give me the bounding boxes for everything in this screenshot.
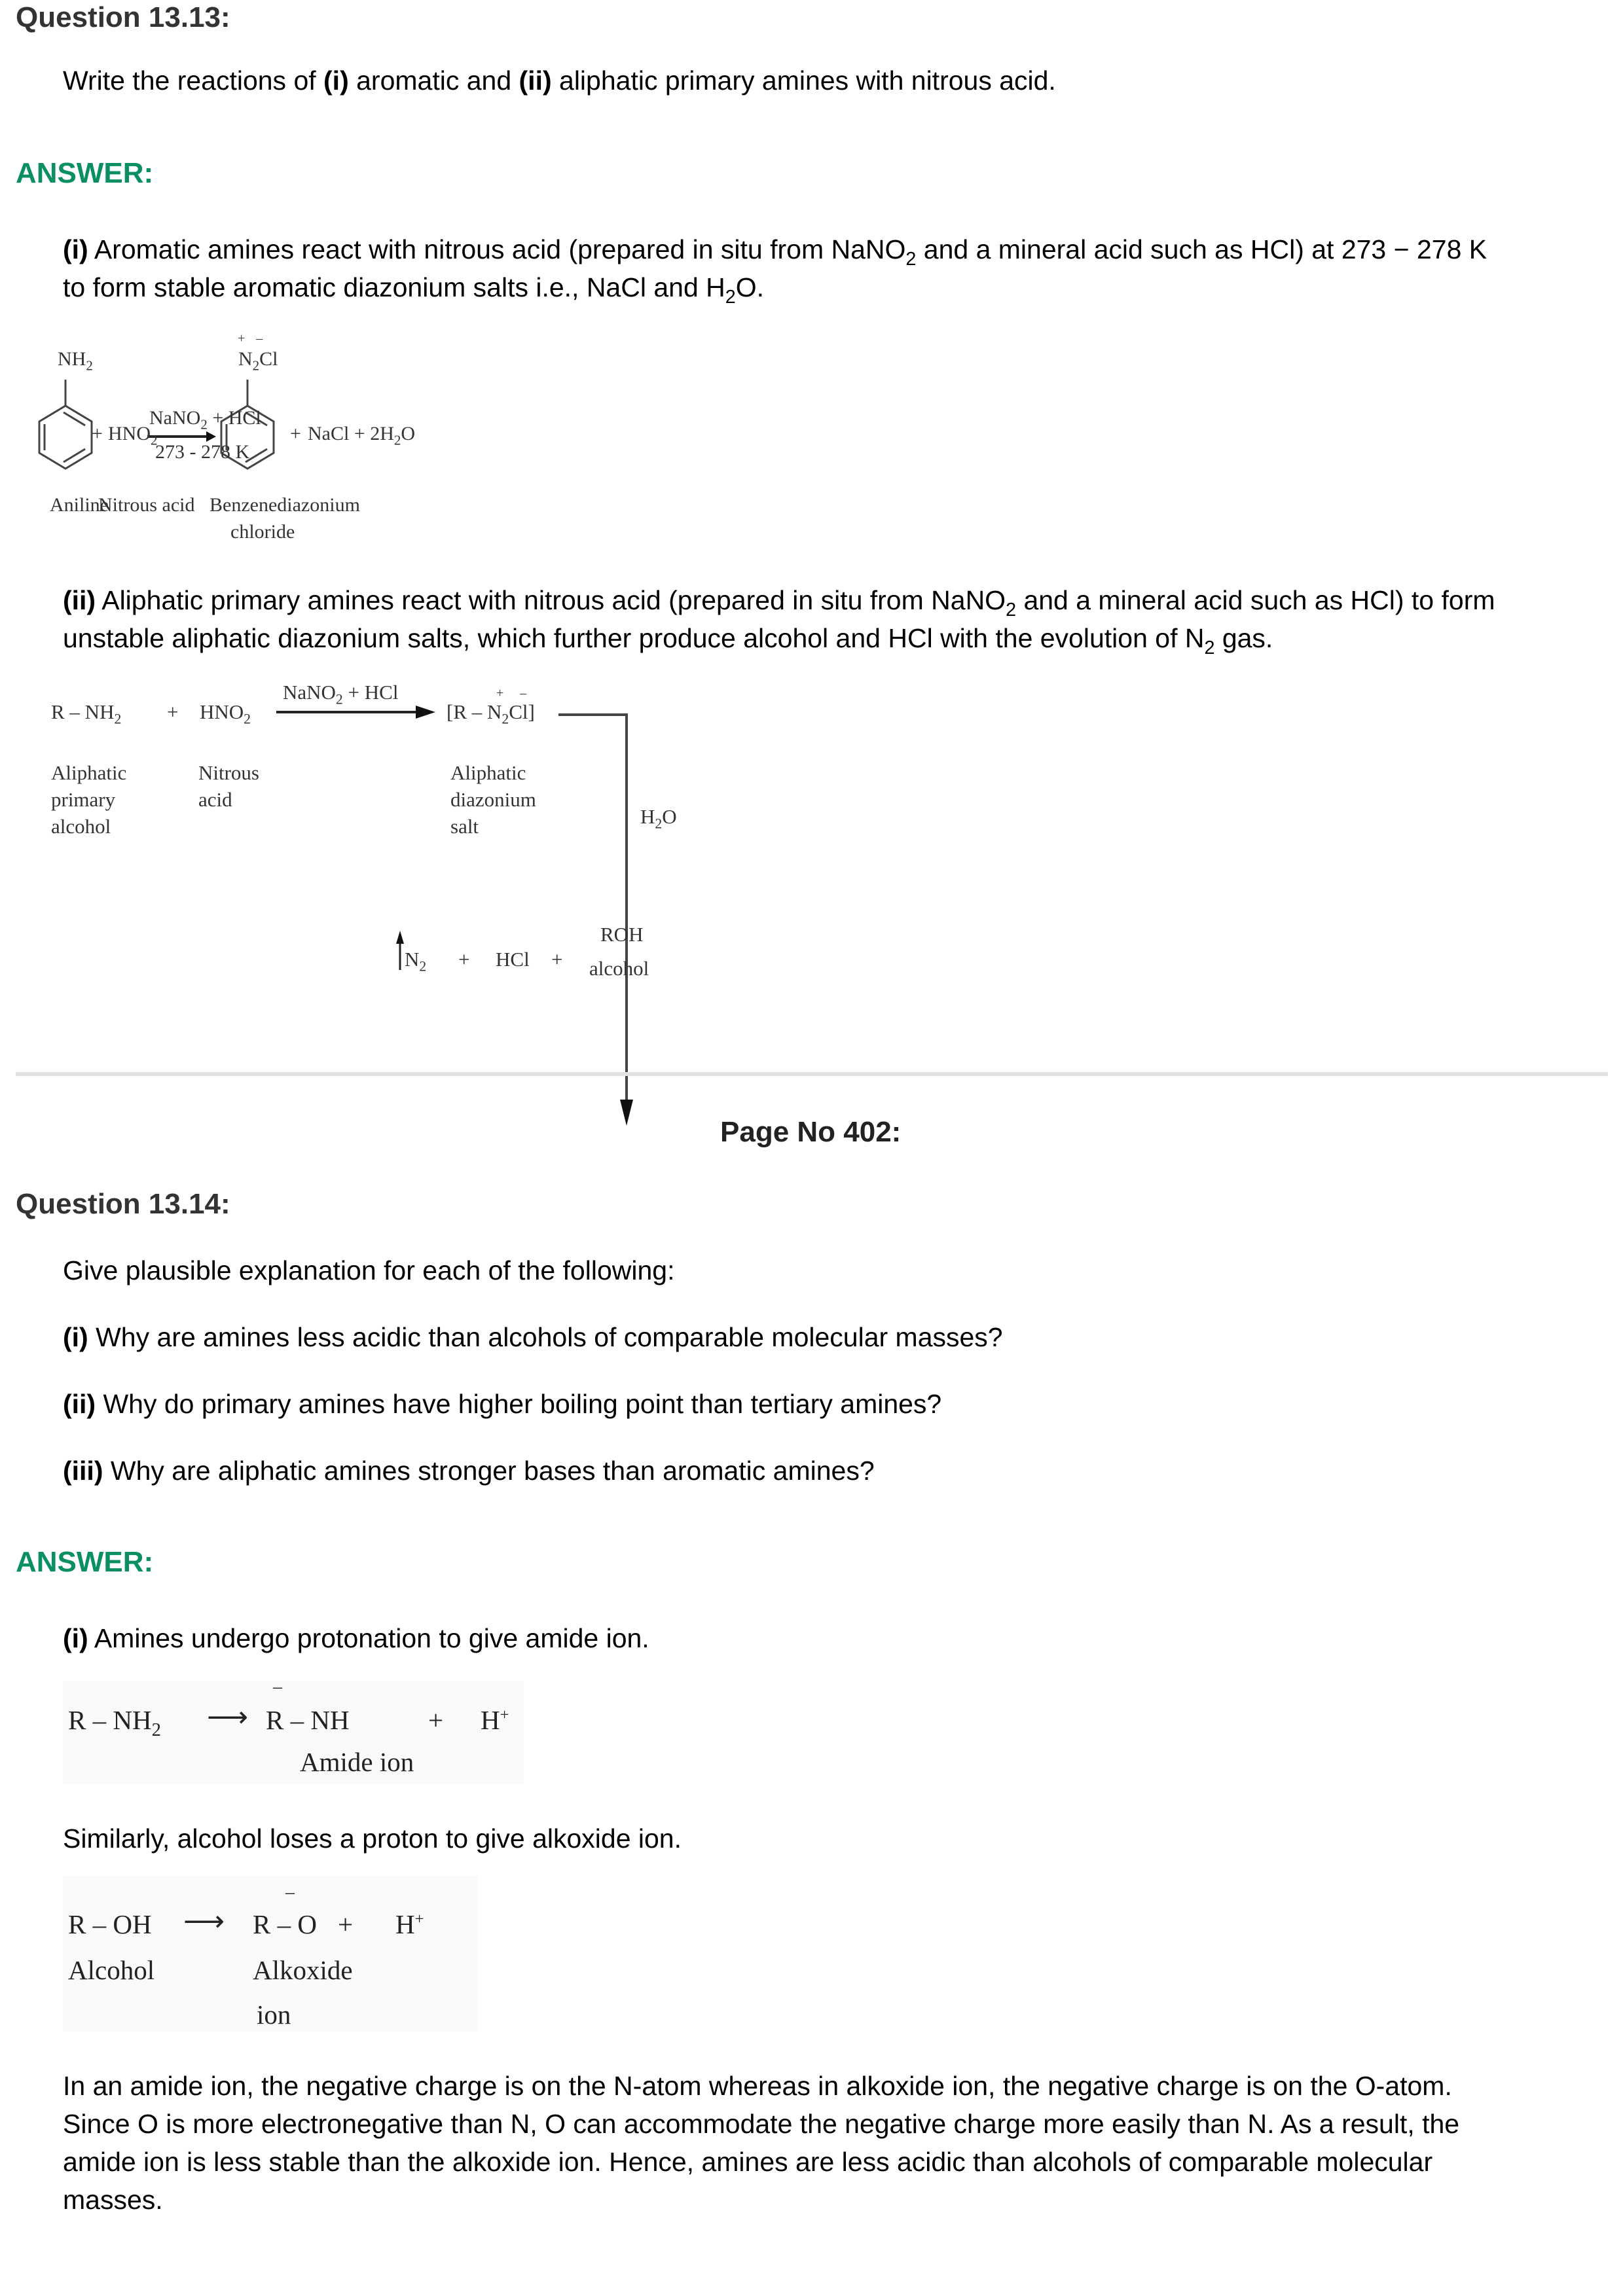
item-text: Why do primary amines have higher boiling point than tertiary amines? [96,1389,942,1419]
text-run: NaCl + 2H [308,423,394,444]
label-line: alcohol [51,815,111,838]
amide-formula: R – NH [266,1705,350,1735]
question-item [63,1318,1003,1356]
text-run: N [238,348,253,370]
diazonium-salt-formula [447,700,535,727]
aliphatic-amine-formula [51,700,122,727]
label-line: Aliphatic [51,761,127,784]
plus-sign: + [458,948,470,971]
part-marker: (i) [63,1623,88,1653]
text-run: gas. [1214,623,1273,653]
diazonium-group-label [238,348,278,374]
equation-amide-ion [63,1677,524,1784]
reaction-arrow: ⟶ [183,1905,225,1937]
ion-charges: + – [496,686,534,700]
negative-charge: – [285,1882,295,1903]
label-line: diazonium [450,788,536,811]
question-marker-ii: (ii) [519,65,552,96]
alcohol-formula: R – OH [68,1909,152,1939]
reaction-arrow-1 [147,431,216,442]
subscript: 2 [1006,600,1017,621]
question-text [63,62,1056,99]
item-text: Why are amines less acidic than alcohols of comparable molecular masses? [88,1322,1003,1352]
text-run: R – NH [68,1705,152,1735]
text-run: Amines undergo protonation to give amide ion. [88,1623,649,1653]
arrow-head [416,706,435,719]
text-run: Cl [259,348,278,370]
text-run: HNO [108,423,151,444]
similarly-text: Similarly, alcohol loses a proton to give alkoxide ion. [63,1823,682,1854]
plus-sign: + [428,1705,444,1735]
double-bond-2 [64,449,85,462]
explanation-line: Since O is more electronegative than N, O can accommodate the negative charge more easily than N. As a result, the [63,2109,1460,2139]
text-run: Aromatic amines react with nitrous acid (prepared in situ from NaNO [88,234,906,264]
subscript: 2 [114,711,122,727]
arrow-head [620,1100,633,1126]
text-run: to form stable aromatic diazonium salts i.e., NaCl and H [63,272,725,302]
arrow-head [396,931,404,944]
answer-part-ii-line-1 [63,581,1495,619]
nitrous-acid-label [198,759,259,813]
page-number-marker: Page No 402: [720,1116,902,1148]
proton-formula [481,1704,509,1736]
amide-ion-label: Amide ion [300,1747,414,1777]
text-run: NaNO [283,681,336,704]
gas-evolution-arrow [396,931,404,970]
plus-sign: + [92,423,103,444]
superscript: + [414,1910,424,1928]
reaction-condition-reagents [283,681,399,708]
text-run: NH [58,348,86,370]
question-intro: Give plausible explanation for each of the following: [63,1255,675,1285]
benzene-ring-aniline [39,380,92,469]
question-text-prefix: Write the reactions of [63,65,324,96]
text-run: Cl] [509,700,535,723]
text-run: H [395,1909,415,1939]
aniline-hexagon [39,406,92,469]
text-run: O. [735,272,765,302]
answer-part-i-intro [63,1619,649,1657]
text-run: R – NH [51,700,115,723]
subscript: 2 [419,958,427,975]
answer-heading: ANSWER: [16,157,154,189]
alcohol-label: alcohol [589,957,649,980]
text-run: [R – N [447,700,502,723]
subscript: 2 [200,416,208,433]
item-marker: (i) [63,1322,88,1352]
reaction-diagram-aliphatic-amine [39,674,694,1014]
reaction-condition-temperature: 273 - 278 K [155,441,250,463]
ion-label: ion [257,2000,291,2030]
text-run: N [405,948,420,971]
benzenediazonium-label: Benzenediazonium [210,494,360,516]
double-bond-1 [64,412,85,425]
text-run: Aliphatic primary amines react with nitrous acid (prepared in situ from NaNO [96,585,1006,615]
hcl-formula: HCl [496,948,530,971]
subscript: 2 [244,711,251,727]
subscript: 2 [655,816,663,832]
item-marker: (iii) [63,1456,103,1486]
item-text: Why are aliphatic amines stronger bases than aromatic amines? [103,1456,875,1486]
label-line: salt [450,815,479,838]
subscript: 2 [252,357,260,374]
answer-part-i-paragraph [63,230,1487,306]
text-run: H [481,1705,500,1735]
label-line: Nitrous [198,761,259,784]
item-marker: (ii) [63,1389,96,1419]
reaction-condition-reagents [149,407,261,433]
question-item [63,1452,875,1490]
subscript: 2 [335,691,343,708]
answer-part-ii-paragraph [63,581,1495,657]
explanation-paragraph [63,2067,1459,2219]
proton-formula [395,1909,424,1940]
label-line: acid [198,788,232,811]
nitrogen-gas-formula [405,948,427,975]
text-run: O [401,423,416,444]
subscript: 2 [501,711,509,727]
aliphatic-primary-alcohol-label [51,759,126,840]
part-marker: (ii) [63,585,96,615]
aniline-label: Aniline [50,494,109,516]
reaction-arrow-2 [276,706,435,719]
amine-formula [68,1704,161,1741]
subscript: 2 [725,287,736,308]
text-run: and a mineral acid such as HCl) to form [1016,585,1495,615]
subscript: 2 [151,1719,161,1741]
nitrous-acid-label: Nitrous acid [98,494,195,516]
hydrolysis-arrow [558,715,633,1126]
negative-charge: – [273,1677,282,1697]
superscript: + [500,1706,509,1724]
roh-formula: ROH [600,923,644,946]
plus-sign: + [551,948,563,971]
question-title: Question 13.13: [16,1,230,33]
part-marker: (i) [63,234,88,264]
text-run: HNO [200,700,244,723]
text-run: + HCl [207,407,261,429]
text-run: and a mineral acid such as HCl) at 273 − 278 K [916,234,1487,264]
text-run: NaNO [149,407,201,429]
explanation-line: masses. [63,2185,163,2215]
chloride-label: chloride [230,521,295,543]
equation-alkoxide-ion [63,1876,478,2032]
alcohol-label: Alcohol [68,1955,155,1985]
answer-heading: ANSWER: [16,1546,154,1578]
reaction-diagram-aniline-diazotization [39,327,825,569]
text-run: H [640,805,655,828]
subscript: 2 [905,249,917,270]
ion-charges: + – [238,331,267,346]
answer-part-i-line-2 [63,268,1487,306]
question-text-mid: aromatic and [348,65,519,96]
subscript: 2 [393,432,401,448]
subscript: 2 [86,357,93,374]
amino-group-label [58,348,93,374]
question-marker-i: (i) [323,65,349,96]
explanation-line: In an amide ion, the negative charge is on the N-atom whereas in alkoxide ion, the negative charge is on the O-atom. [63,2071,1452,2101]
plus-sign: + [167,700,179,723]
hydrolysis-path [558,715,627,1119]
subscript: 2 [151,432,158,448]
nitrous-acid-formula [200,700,251,727]
section-divider [16,1072,1608,1076]
plus-sign: + [290,423,301,444]
explanation-line: amide ion is less stable than the alkoxide ion. Hence, amines are less acidic than alcohols of comparable molecular [63,2147,1433,2177]
reaction-arrow: ⟶ [207,1701,249,1733]
answer-part-i-line-1 [63,230,1487,268]
alkoxide-label: Alkoxide [253,1955,353,1985]
alkoxide-formula: R – O [253,1909,317,1939]
subscript: 2 [1204,637,1215,659]
water-reagent-label [640,805,677,832]
label-line: Aliphatic [450,761,526,784]
text-run: unstable aliphatic diazonium salts, which further produce alcohol and HCl with the evolution of N [63,623,1205,653]
arrow-head [206,431,216,442]
plus-sign: + [338,1909,354,1939]
text-run: + HCl [342,681,399,704]
answer-part-ii-line-2 [63,619,1495,657]
aliphatic-diazonium-salt-label [450,759,536,840]
label-line: primary [51,788,116,811]
text-run: O [662,805,677,828]
question-text-suffix: aliphatic primary amines with nitrous acid. [551,65,1056,96]
byproducts-formula [308,423,416,448]
question-item [63,1385,941,1423]
question-title: Question 13.14: [16,1188,230,1220]
